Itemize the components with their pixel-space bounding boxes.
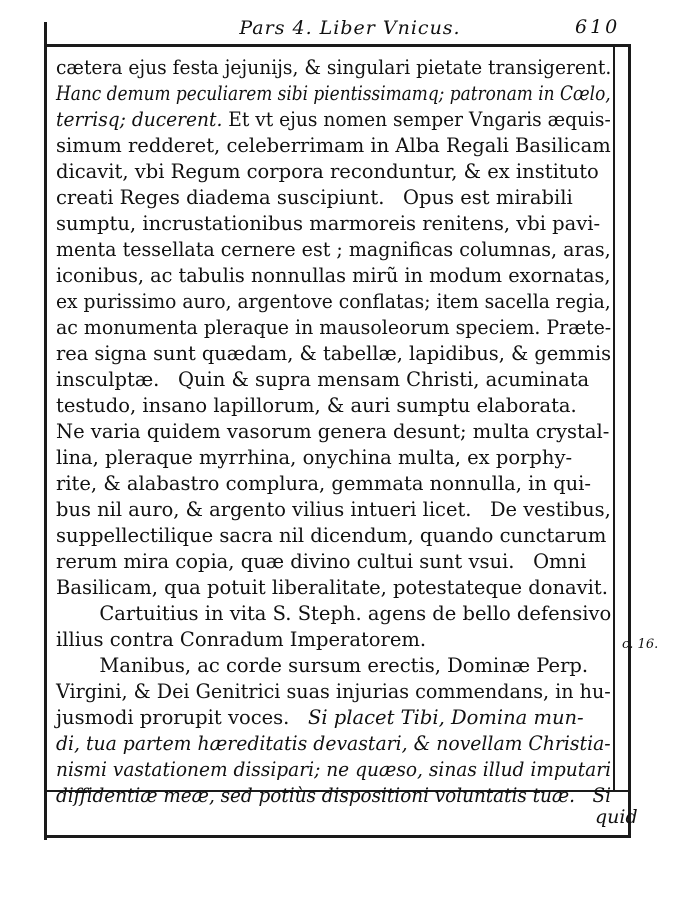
- text-segment: Ne varia quidem vasorum genera desunt; multa crystal-: [56, 420, 610, 443]
- text-segment: rite, & alabastro complura, gemmata nonnulla, in qui-: [56, 472, 591, 495]
- text-segment: iconibus, ac tabulis nonnullas mirũ in modum exornatas,: [56, 264, 611, 287]
- text-line: [56, 575, 611, 601]
- italic-text-segment: Si placet Tibi, Domina mun-: [307, 706, 584, 729]
- text-line: [56, 679, 611, 705]
- text-line: [56, 107, 611, 133]
- running-head-title: Pars 4. Liber Vnicus.: [239, 17, 461, 39]
- text-segment: dicavit, vbi Regum corpora reconduntur, & ex instituto: [56, 160, 599, 183]
- inner-right-rule: [613, 44, 615, 792]
- text-line: [56, 133, 611, 159]
- text-segment: bus nil auro, & argento vilius intueri licet. De vestibus,: [56, 498, 611, 521]
- text-segment: jusmodi prorupit voces.: [56, 706, 308, 729]
- text-line: [56, 731, 611, 757]
- italic-text-segment: di, tua partem hæreditatis devastari, & novellam Christia-: [56, 732, 611, 755]
- text-segment: sumptu, incrustationibus marmoreis renitens, vbi pavi-: [56, 212, 601, 235]
- left-border-rule: [44, 22, 47, 840]
- text-line: [56, 211, 611, 237]
- text-line: [56, 237, 611, 263]
- text-line: [56, 419, 611, 445]
- text-segment: rea signa sunt quædam, & tabellæ, lapidibus, & gemmis: [56, 342, 612, 365]
- text-line: [56, 263, 611, 289]
- text-line: [56, 705, 611, 731]
- text-line: [56, 185, 611, 211]
- margin-note: c. 16.: [622, 637, 659, 652]
- right-border-rule: [628, 44, 631, 836]
- header-underline-rule: [44, 44, 631, 47]
- text-line: [56, 601, 611, 627]
- text-line: [56, 341, 611, 367]
- text-line: [56, 289, 611, 315]
- text-segment: suppellectilique sacra nil dicendum, quando cunctarum: [56, 524, 607, 547]
- text-line: [56, 653, 611, 679]
- italic-text-segment: terrisq; ducerent.: [56, 108, 223, 131]
- text-segment: Cartuitius in vita S. Steph. agens de bello defensivo: [56, 602, 612, 625]
- text-line: [56, 627, 611, 653]
- text-segment: illius contra Conradum Imperatorem.: [56, 628, 427, 651]
- text-line: [56, 523, 611, 549]
- text-line: [56, 471, 611, 497]
- italic-text-segment: diffidentiæ meæ, sed potiùs dispositioni voluntatis tuæ. Si: [56, 784, 611, 807]
- text-segment: cætera ejus festa jejunijs, & singulari pietate transigerent.: [56, 56, 612, 79]
- text-line: [56, 497, 611, 523]
- page-number: 610: [575, 16, 621, 38]
- text-line: [56, 549, 611, 575]
- text-segment: Et vt ejus nomen semper Vngaris æquis-: [222, 108, 611, 131]
- catchword: quid: [595, 806, 638, 828]
- text-segment: Basilicam, qua potuit liberalitate, potestateque donavit.: [56, 576, 608, 599]
- italic-text-segment: Hanc demum peculiarem sibi pientissimamq; patronam in Cœlo,: [56, 82, 611, 105]
- text-segment: ex purissimo auro, argentove conflatas; item sacella regia,: [56, 290, 611, 313]
- text-segment: rerum mira copia, quæ divino cultui sunt vsui. Omni: [56, 550, 587, 573]
- text-line: [56, 393, 611, 419]
- text-line: [56, 55, 611, 81]
- text-segment: Virgini, & Dei Genitrici suas injurias commendans, in hu-: [56, 680, 611, 703]
- italic-text-segment: nismi vastationem dissipari; ne quæso, sinas illud imputari: [56, 758, 612, 781]
- text-line: [56, 315, 611, 341]
- text-line: [56, 445, 611, 471]
- text-line: [56, 367, 611, 393]
- text-segment: insculptæ. Quin & supra mensam Christi, acuminata: [56, 368, 590, 391]
- text-line: [56, 81, 611, 107]
- text-line: [56, 159, 611, 185]
- text-segment: Manibus, ac corde sursum erectis, Dominæ Perp.: [56, 654, 589, 677]
- text-segment: ac monumenta pleraque in mausoleorum speciem. Præte-: [56, 316, 612, 339]
- footer-rule-bottom: [44, 835, 631, 838]
- text-segment: creati Reges diadema suscipiunt. Opus est mirabili: [56, 186, 573, 209]
- text-segment: testudo, insano lapillorum, & auri sumptu elaborata.: [56, 394, 577, 417]
- text-segment: lina, pleraque myrrhina, onychina multa, ex porphy-: [56, 446, 573, 469]
- text-segment: menta tessellata cernere est ; magnificas columnas, aras,: [56, 238, 611, 261]
- text-line: [56, 783, 611, 809]
- text-segment: simum redderet, celeberrimam in Alba Regali Basilicam: [56, 134, 611, 157]
- text-line: [56, 757, 611, 783]
